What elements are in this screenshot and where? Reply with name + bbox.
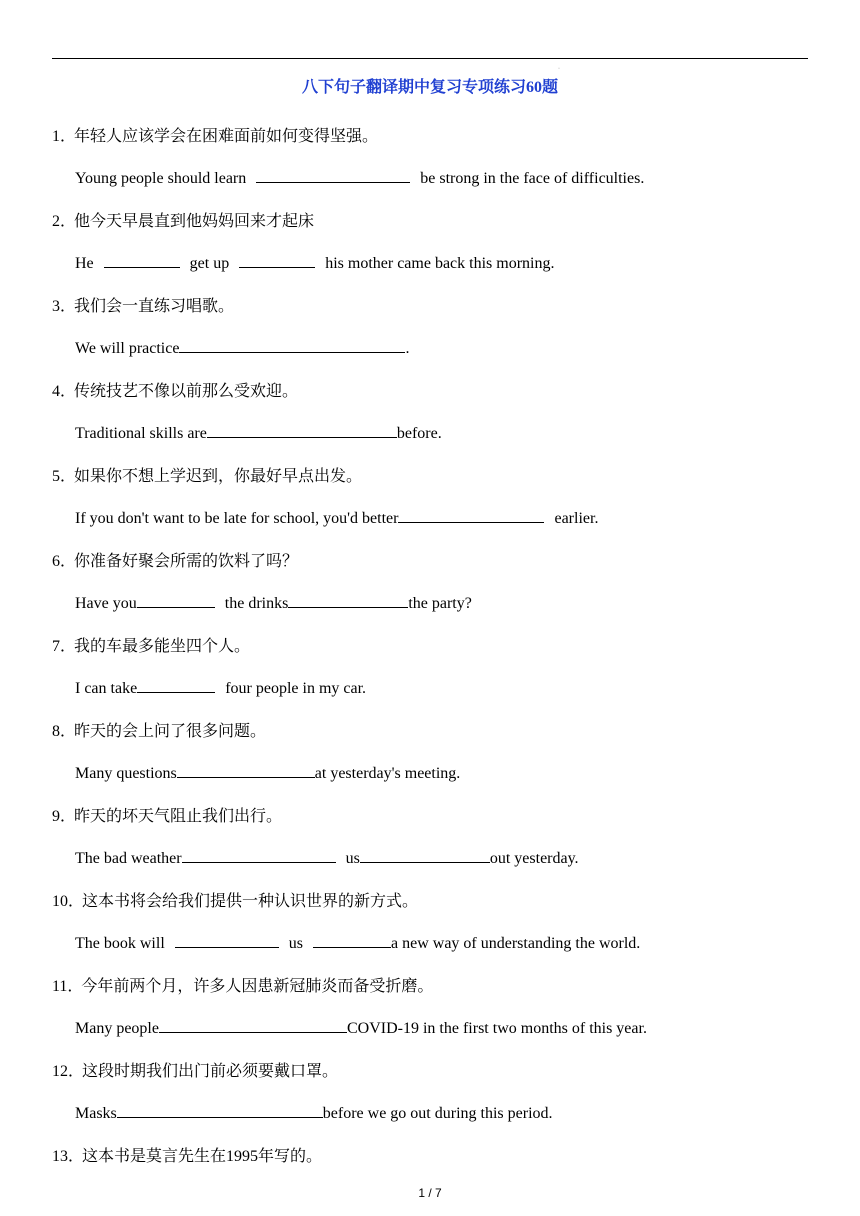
question-number: 1 [52, 128, 60, 145]
answer-blank[interactable] [117, 1102, 323, 1118]
answer-text: Many people [75, 1020, 159, 1037]
question-separator: ． [60, 468, 77, 485]
answer-text: us [345, 850, 360, 867]
answer-line-10 [75, 932, 640, 953]
answer-text: get up [189, 255, 230, 272]
question-separator: ． [60, 808, 77, 825]
question-chinese: 今年前两个月，许多人因患新冠肺炎而备受折磨。 [81, 978, 434, 995]
answer-text: Many questions [75, 765, 177, 782]
question-chinese: 他今天早晨直到他妈妈回来才起床 [74, 213, 315, 230]
question-3 [52, 293, 234, 316]
answer-text: at yesterday's meeting. [314, 765, 461, 782]
question-6 [52, 548, 298, 571]
answer-text: If you don't want to be late for school, you'd better [75, 510, 399, 527]
answer-text: . [405, 340, 410, 357]
question-1 [52, 123, 378, 146]
answer-blank[interactable] [207, 422, 397, 438]
question-chinese: 这本书将会给我们提供一种认识世界的新方式。 [82, 893, 419, 910]
answer-text: I can take [75, 680, 138, 697]
answer-blank[interactable] [179, 337, 405, 353]
question-number: 7 [52, 638, 60, 655]
question-separator: ． [60, 128, 77, 145]
question-separator: ． [68, 1063, 85, 1080]
answer-line-7 [75, 677, 366, 698]
question-chinese: 昨天的坏天气阻止我们出行。 [74, 808, 283, 825]
question-separator: ． [60, 213, 77, 230]
answer-text: his mother came back this morning. [325, 255, 555, 272]
header-rule [52, 58, 808, 59]
answer-text: He [75, 255, 94, 272]
answer-text: be strong in the face of difficulties. [420, 170, 645, 187]
answer-text: before we go out during this period. [322, 1105, 553, 1122]
answer-line-2 [75, 252, 554, 273]
answer-line-3 [75, 337, 409, 358]
answer-line-8 [75, 762, 460, 783]
question-number: 9 [52, 808, 60, 825]
answer-text: before. [396, 425, 442, 442]
answer-blank[interactable] [104, 252, 180, 268]
question-2 [52, 208, 314, 231]
answer-blank[interactable] [239, 252, 315, 268]
answer-blank[interactable] [182, 847, 336, 863]
answer-text: Masks [75, 1105, 117, 1122]
answer-text: the drinks [224, 595, 289, 612]
question-separator: ． [60, 298, 77, 315]
answer-line-5 [75, 507, 598, 528]
question-chinese: 传统技艺不像以前那么受欢迎。 [74, 383, 299, 400]
question-separator: ． [68, 893, 85, 910]
answer-line-9 [75, 847, 579, 868]
answer-blank[interactable] [159, 1017, 347, 1033]
document-title: 八下句子翻译期中复习专项练习60题 [301, 79, 558, 96]
answer-line-12 [75, 1102, 553, 1123]
question-number: 3 [52, 298, 60, 315]
answer-blank[interactable] [360, 847, 490, 863]
answer-blank[interactable] [177, 762, 315, 778]
answer-text: the party? [408, 595, 472, 612]
answer-blank[interactable] [175, 932, 279, 948]
answer-text: earlier. [554, 510, 599, 527]
answer-text: four people in my car. [225, 680, 367, 697]
answer-line-11 [75, 1017, 647, 1038]
question-chinese: 我们会一直练习唱歌。 [74, 298, 235, 315]
answer-text: COVID-19 in the first two months of this year. [346, 1020, 647, 1037]
question-separator: ． [60, 723, 77, 740]
answer-line-1 [75, 167, 644, 188]
page-number: 1 / 7 [418, 1186, 442, 1200]
answer-blank[interactable] [256, 167, 410, 183]
header-dot: · [558, 66, 560, 72]
question-number: 5 [52, 468, 60, 485]
question-chinese: 年轻人应该学会在困难面前如何变得坚强。 [74, 128, 379, 145]
question-10 [52, 888, 418, 911]
question-number: 8 [52, 723, 60, 740]
answer-text: We will practice [75, 340, 180, 357]
answer-text: us [288, 935, 303, 952]
question-number: 6 [52, 553, 60, 570]
answer-line-6 [75, 592, 472, 613]
question-chinese: 这本书是莫言先生在1995年写的。 [82, 1148, 323, 1165]
question-separator: ． [60, 383, 77, 400]
answer-blank[interactable] [398, 507, 544, 523]
answer-text: The bad weather [75, 850, 182, 867]
answer-text: out yesterday. [489, 850, 579, 867]
question-chinese: 昨天的会上问了很多问题。 [74, 723, 267, 740]
answer-blank[interactable] [288, 592, 408, 608]
answer-text: The book will [75, 935, 165, 952]
question-separator: ． [60, 638, 77, 655]
question-5 [52, 463, 362, 486]
question-7 [52, 633, 250, 656]
question-number: 4 [52, 383, 60, 400]
question-number: 11 [52, 978, 68, 995]
question-number: 10 [52, 893, 68, 910]
answer-blank[interactable] [313, 932, 391, 948]
answer-text: Traditional skills are [75, 425, 207, 442]
question-12 [52, 1058, 338, 1081]
question-chinese: 如果你不想上学迟到，你最好早点出发。 [74, 468, 363, 485]
question-separator: ． [68, 1148, 85, 1165]
question-separator: ． [67, 978, 84, 995]
answer-blank[interactable] [137, 677, 215, 693]
question-13 [52, 1143, 322, 1166]
question-number: 12 [52, 1063, 68, 1080]
question-separator: ． [60, 553, 77, 570]
answer-text: a new way of understanding the world. [391, 935, 641, 952]
answer-text: Have you [75, 595, 137, 612]
question-number: 13 [52, 1148, 68, 1165]
question-number: 2 [52, 213, 60, 230]
question-11 [52, 973, 433, 996]
question-9 [52, 803, 282, 826]
question-chinese: 你准备好聚会所需的饮料了吗？ [74, 553, 299, 570]
answer-blank[interactable] [137, 592, 215, 608]
question-chinese: 我的车最多能坐四个人。 [74, 638, 251, 655]
question-8 [52, 718, 266, 741]
answer-line-4 [75, 422, 442, 443]
question-chinese: 这段时期我们出门前必须要戴口罩。 [82, 1063, 339, 1080]
answer-text: Young people should learn [75, 170, 247, 187]
question-4 [52, 378, 298, 401]
